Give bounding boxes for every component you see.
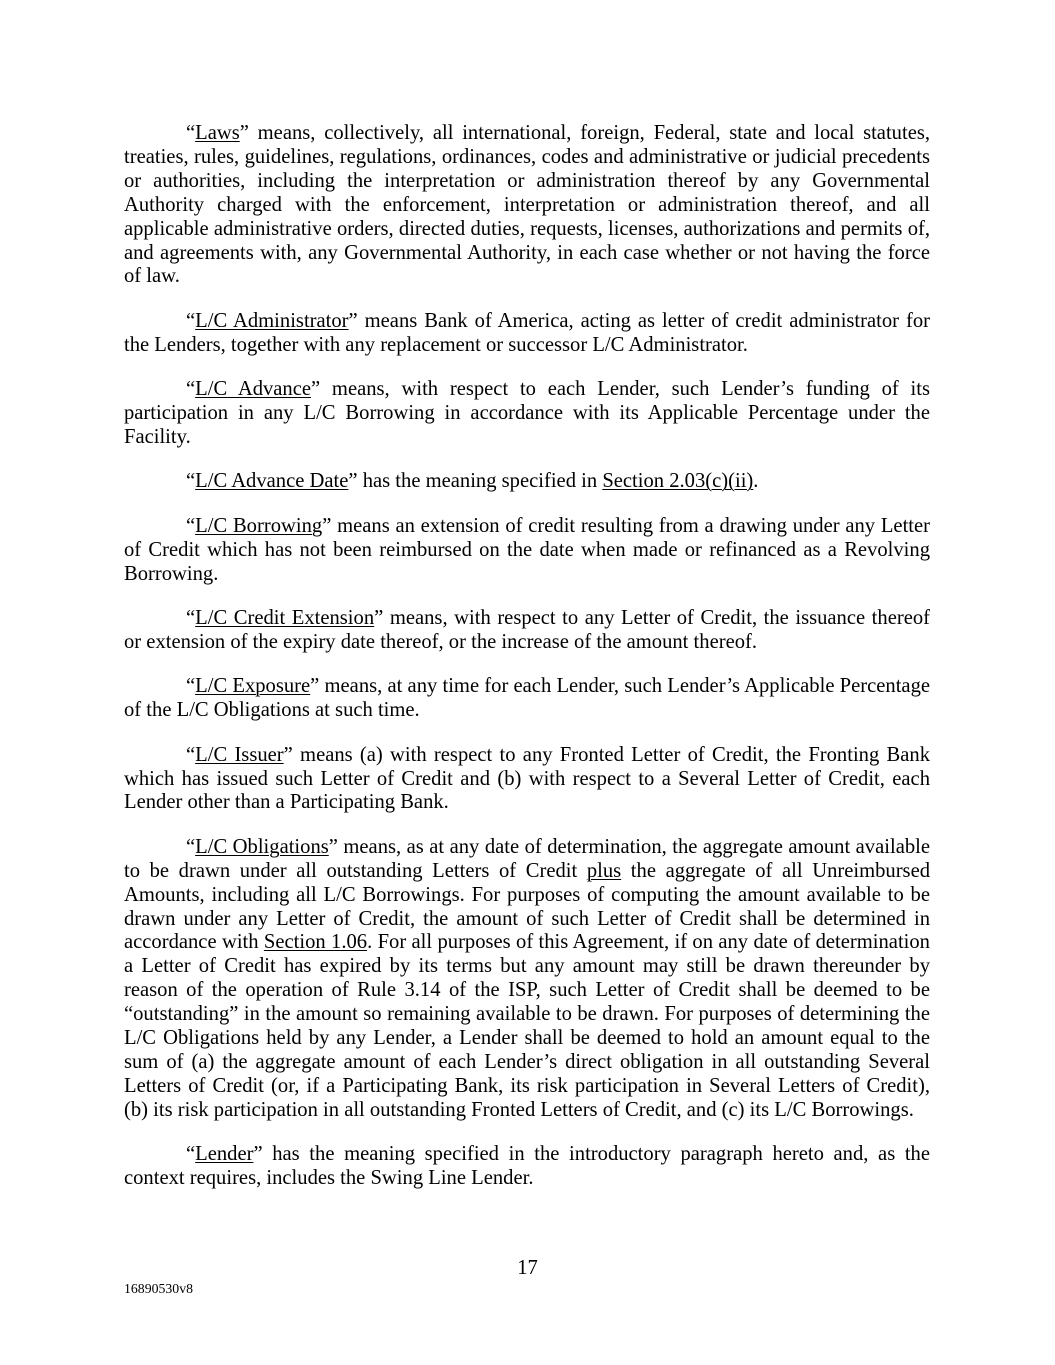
defined-term: L/C Issuer xyxy=(195,743,284,766)
definition-text-tail: . xyxy=(753,470,759,493)
opening-quote: “ xyxy=(186,607,196,629)
definition-text: ” means, collectively, all international, foreign, Federal, state and local statutes, treaties, rules, guidelines, regulations, ordinances, codes and administrative or judicial precedents or authorities, including the interpretation or administration thereof by any Governmental Authority charged with the enforcement, interpretation or administration thereof, and all applicable administrative orders, directed duties, requests, licenses, authorizations and permits of, and agreements with, any Governmental Authority, in each case whether or not having the force of law. xyxy=(124,122,930,288)
definition-text-tail: . For all purposes of this Agreement, if on any date of determination a Letter of Credit has expired by its terms but any amount may still be drawn thereunder by reason of the operation of Rule 3.14 of the ISP, such Letter of Credit shall be deemed to be “outstanding” in the amount so remaining available to be drawn. For purposes of determining the L/C Obligations held by any Lender, a Lender shall be deemed to hold an amount equal to the sum of (a) the aggregate amount of each Lender’s direct obligation in all outstanding Several Letters of Credit (or, if a Participating Bank, its risk participation in Several Letters of Credit), (b) its risk participation in all outstanding Fronted Letters of Credit, and (c) its L/C Borrowings. xyxy=(124,931,930,1121)
opening-quote: “ xyxy=(186,675,196,698)
defined-term: L/C Borrowing xyxy=(195,514,323,537)
defined-term: L/C Obligations xyxy=(195,835,329,858)
definition-lc-issuer xyxy=(124,744,930,816)
definition-lc-advance xyxy=(124,378,930,450)
opening-quote: “ xyxy=(186,122,196,144)
definition-text-continued: the aggregate of all Unreimbursed Amounts, including all L/C Borrowings. For purposes of computing the amount available to be drawn under any Letter of Credit, the amount of such Letter of Credit shall be determined in accordance with xyxy=(124,859,931,954)
definition-text: ” means (a) with respect to any Fronted Letter of Credit, the Fronting Bank which has issued such Letter of Credit and (b) with respect to a Several Letter of Credit, each Lender other than a Participating Bank. xyxy=(124,743,930,814)
definition-text: ” has the meaning specified in xyxy=(348,470,603,493)
definition-text: ” means, at any time for each Lender, such Lender’s Applicable Percentage of the L/C Obligations at such time. xyxy=(124,675,931,722)
definition-lc-credit-extension xyxy=(124,607,930,655)
definition-text: ” means, with respect to each Lender, such Lender’s funding of its participation in any L/C Borrowing in accordance with its Applicable Percentage under the Facility. xyxy=(124,378,930,448)
definition-lc-exposure xyxy=(124,675,930,723)
defined-term: Lender xyxy=(195,1143,254,1166)
definition-laws xyxy=(124,122,930,289)
section-reference: Section 2.03(c)(ii) xyxy=(602,470,754,493)
defined-term: L/C Advance xyxy=(195,378,312,401)
opening-quote: “ xyxy=(186,1143,196,1166)
definition-text: ” means Bank of America, acting as letter of credit administrator for the Lenders, together with any replacement or successor L/C Administrator. xyxy=(124,309,930,356)
definition-lender xyxy=(124,1143,930,1191)
definition-text: ” has the meaning specified in the introductory paragraph hereto and, as the context requires, includes the Swing Line Lender. xyxy=(124,1143,930,1190)
defined-term: Laws xyxy=(195,122,240,144)
definitions-body xyxy=(124,122,930,1212)
document-id: 16890530v8 xyxy=(124,1281,193,1296)
definition-text: ” means an extension of credit resulting from a drawing under any Letter of Credit which has not been reimbursed on the date when made or refinanced as a Revolving Borrowing. xyxy=(124,514,931,585)
definition-lc-obligations xyxy=(124,836,930,1123)
opening-quote: “ xyxy=(186,470,196,493)
definition-lc-borrowing xyxy=(124,515,930,587)
opening-quote: “ xyxy=(186,743,196,766)
opening-quote: “ xyxy=(186,309,196,332)
opening-quote: “ xyxy=(186,378,196,401)
definition-text: ” means, with respect to any Letter of Credit, the issuance thereof or extension of the expiry date thereof, or the increase of the amount thereof. xyxy=(124,607,930,653)
opening-quote: “ xyxy=(186,835,196,858)
definition-lc-advance-date xyxy=(124,470,930,494)
definition-lc-administrator xyxy=(124,310,930,358)
section-reference: Section 1.06 xyxy=(263,931,368,954)
defined-term: L/C Exposure xyxy=(195,675,311,698)
opening-quote: “ xyxy=(186,514,196,537)
defined-term: L/C Administrator xyxy=(195,309,349,332)
definition-text: ” means, as at any date of determination, the aggregate amount available to be drawn under all outstanding Letters of Credit xyxy=(124,835,930,882)
defined-term: L/C Credit Extension xyxy=(195,607,375,629)
page-number: 17 xyxy=(517,1257,538,1279)
defined-term: L/C Advance Date xyxy=(195,470,349,493)
emphasis-term: plus xyxy=(586,859,622,882)
